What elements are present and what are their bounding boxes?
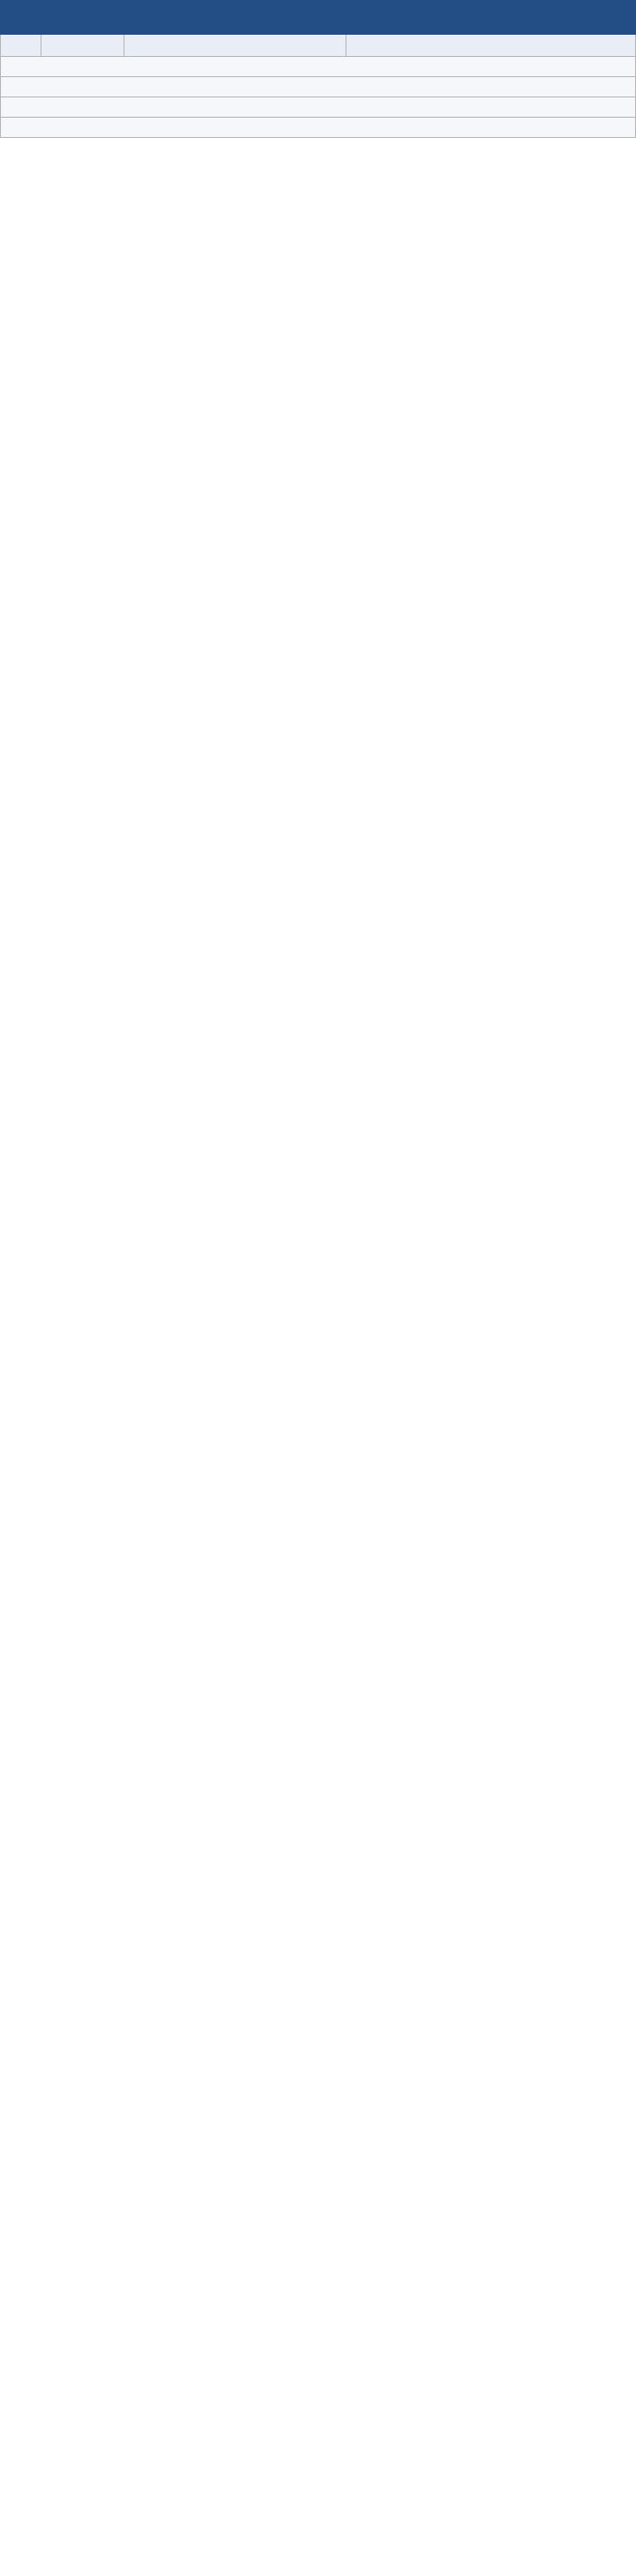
section-title [0,77,636,97]
section-title [0,118,636,138]
header-name [41,35,124,56]
header-work [346,35,635,56]
document-title [0,0,636,35]
header-index [1,35,41,56]
header-school [124,35,346,56]
section-title [0,57,636,77]
table-header [0,35,636,57]
award-sections [0,57,636,138]
section-title [0,97,636,118]
